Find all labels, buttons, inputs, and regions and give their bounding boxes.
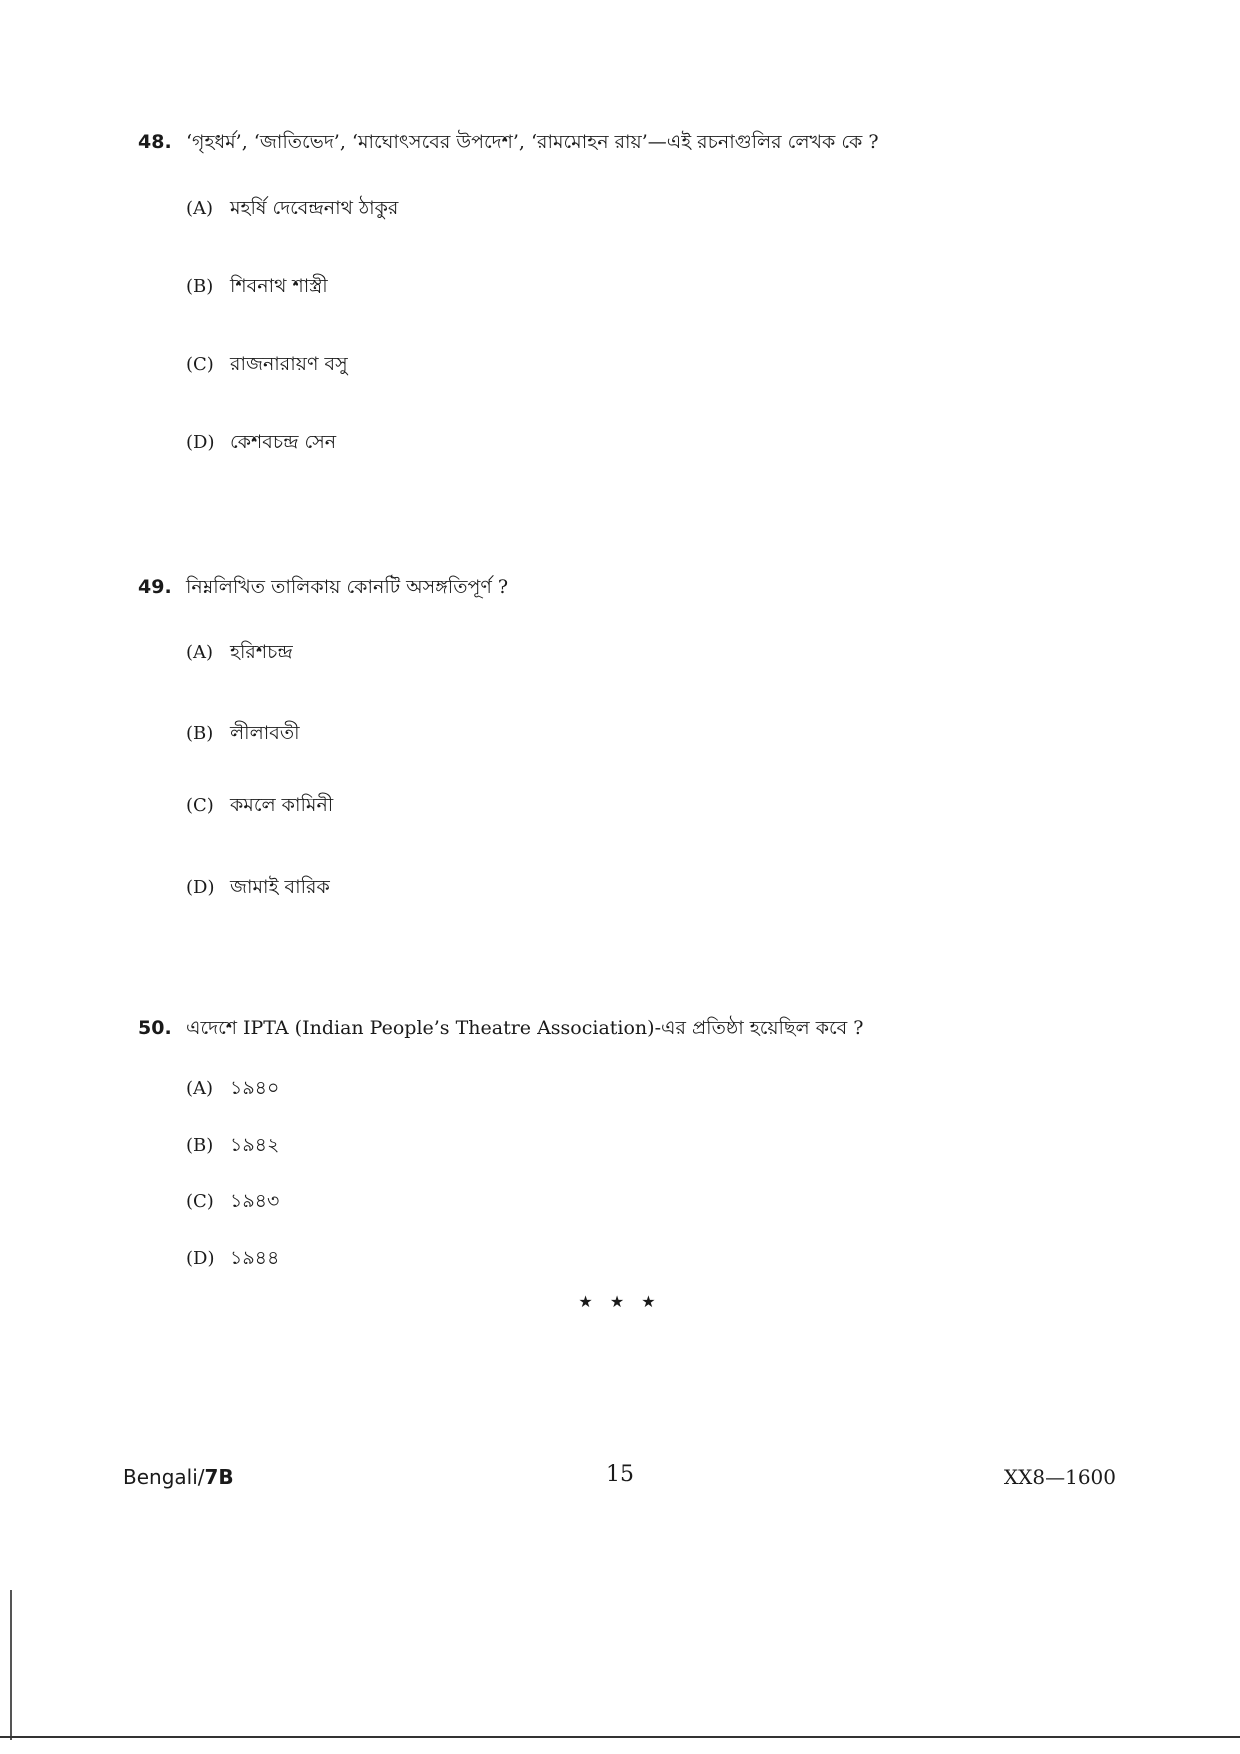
page-number: 15 xyxy=(606,1462,634,1487)
option-label: (B) xyxy=(186,1135,214,1156)
option-d xyxy=(186,873,330,902)
question-49 xyxy=(138,573,1138,898)
option-text: লীলাবতী xyxy=(230,722,300,744)
question-number: 50. xyxy=(138,1017,172,1039)
subject-name: Bengali/ xyxy=(123,1465,205,1489)
question-text: ‘গৃহধর্ম’, ‘জাতিভেদ’, ‘মাঘোৎসবের উপদেশ’, ‘রামমোহন রায়’—এই রচনাগুলির লেখক কে ? xyxy=(186,131,879,153)
question-stem xyxy=(138,1014,1138,1042)
option-label: (A) xyxy=(186,642,214,663)
option-label: (B) xyxy=(186,276,214,297)
option-label: (B) xyxy=(186,723,214,744)
series-code: XX8—1600 xyxy=(1003,1465,1116,1489)
option-c xyxy=(186,1187,279,1216)
question-50 xyxy=(138,1014,1138,1269)
option-b xyxy=(186,272,328,301)
subject-code: 7B xyxy=(204,1465,234,1489)
question-stem xyxy=(138,128,1138,156)
option-label: (A) xyxy=(186,1078,214,1099)
scan-bottom-rule xyxy=(0,1736,1240,1738)
option-c xyxy=(186,350,348,379)
option-text: রাজনারায়ণ বসু xyxy=(230,353,348,375)
option-label: (A) xyxy=(186,198,214,219)
option-a xyxy=(186,1074,279,1103)
option-c xyxy=(186,791,333,820)
option-label: (D) xyxy=(186,877,215,898)
option-text: মহর্ষি দেবেন্দ্রনাথ ঠাকুর xyxy=(230,197,399,219)
option-text: জামাই বারিক xyxy=(230,876,330,898)
option-label: (C) xyxy=(186,1191,214,1212)
option-text: ১৯৪০ xyxy=(230,1077,280,1099)
option-b xyxy=(186,1131,279,1160)
option-label: (D) xyxy=(186,432,215,453)
option-d xyxy=(186,1244,279,1273)
end-of-questions-marker: ★ ★ ★ xyxy=(578,1292,662,1311)
question-text: এদেশে IPTA (Indian People’s Theatre Association)-এর প্রতিষ্ঠা হয়েছিল কবে ? xyxy=(186,1017,864,1039)
question-text: নিম্নলিখিত তালিকায় কোনটি অসঙ্গতিপূর্ণ ? xyxy=(186,576,509,598)
scan-margin-line xyxy=(10,1590,12,1740)
question-number: 49. xyxy=(138,576,172,598)
option-text: ১৯৪৪ xyxy=(230,1247,280,1269)
option-a xyxy=(186,194,398,223)
option-text: শিবনাথ শাস্ত্রী xyxy=(230,275,328,297)
option-label: (D) xyxy=(186,1248,215,1269)
option-text: হরিশচন্দ্র xyxy=(230,641,293,663)
option-b xyxy=(186,719,300,748)
option-d xyxy=(186,428,336,457)
option-label: (C) xyxy=(186,354,214,375)
option-label: (C) xyxy=(186,795,214,816)
option-text: কমলে কামিনী xyxy=(230,794,334,816)
option-a xyxy=(186,638,293,667)
question-48 xyxy=(138,128,1138,453)
option-text: ১৯৪৩ xyxy=(230,1190,280,1212)
option-text: কেশবচন্দ্র সেন xyxy=(230,431,337,453)
question-stem xyxy=(138,573,1138,601)
question-number: 48. xyxy=(138,131,172,153)
option-text: ১৯৪২ xyxy=(230,1134,280,1156)
